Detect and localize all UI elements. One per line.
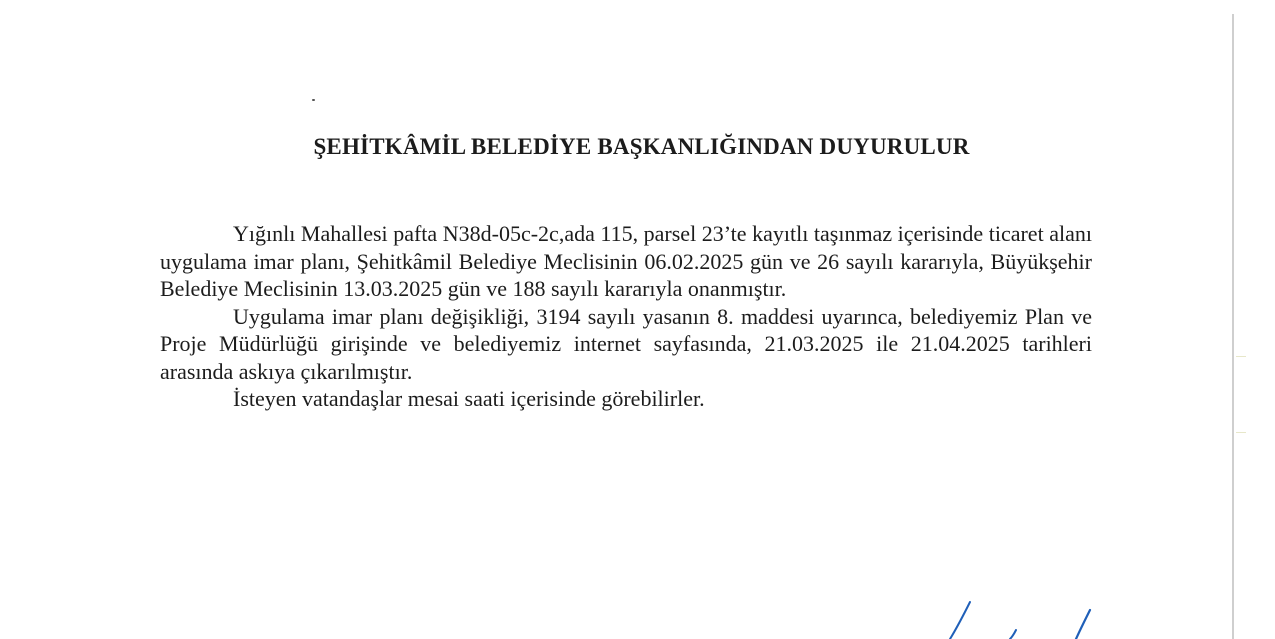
scan-mark	[1236, 432, 1246, 433]
paragraph-plan-approval: Yığınlı Mahallesi pafta N38d-05c-2c,ada 115, parsel 23’te kayıtlı taşınmaz içerisinde ticaret alanı uygulama imar planı, Şehitkâmil Belediye Meclisinin 06.02.2025 gün ve 26 sayılı kararıyla, Büyükşehir Belediye Meclisinin 13.03.2025 gün ve 188 sayılı kararıyla onanmıştır.	[160, 221, 1092, 301]
signature	[930, 590, 1130, 639]
document-body	[160, 220, 1092, 413]
document-title: ŞEHİTKÂMİL BELEDİYE BAŞKANLIĞINDAN DUYURULUR	[313, 134, 970, 159]
scan-mark	[1236, 356, 1246, 357]
page-edge	[1232, 14, 1234, 639]
paragraph-display-period: Uygulama imar planı değişikliği, 3194 sayılı yasanın 8. maddesi uyarınca, belediyemiz Plan ve Proje Müdürlüğü girişinde ve belediyemiz internet sayfasında, 21.03.2025 ile 21.04.2025 tarihleri arasında askıya çıkarılmıştır.	[160, 303, 1092, 384]
paragraph-public-viewing: İsteyen vatandaşlar mesai saati içerisinde görebilirler.	[233, 386, 705, 411]
scan-speck	[312, 99, 315, 101]
